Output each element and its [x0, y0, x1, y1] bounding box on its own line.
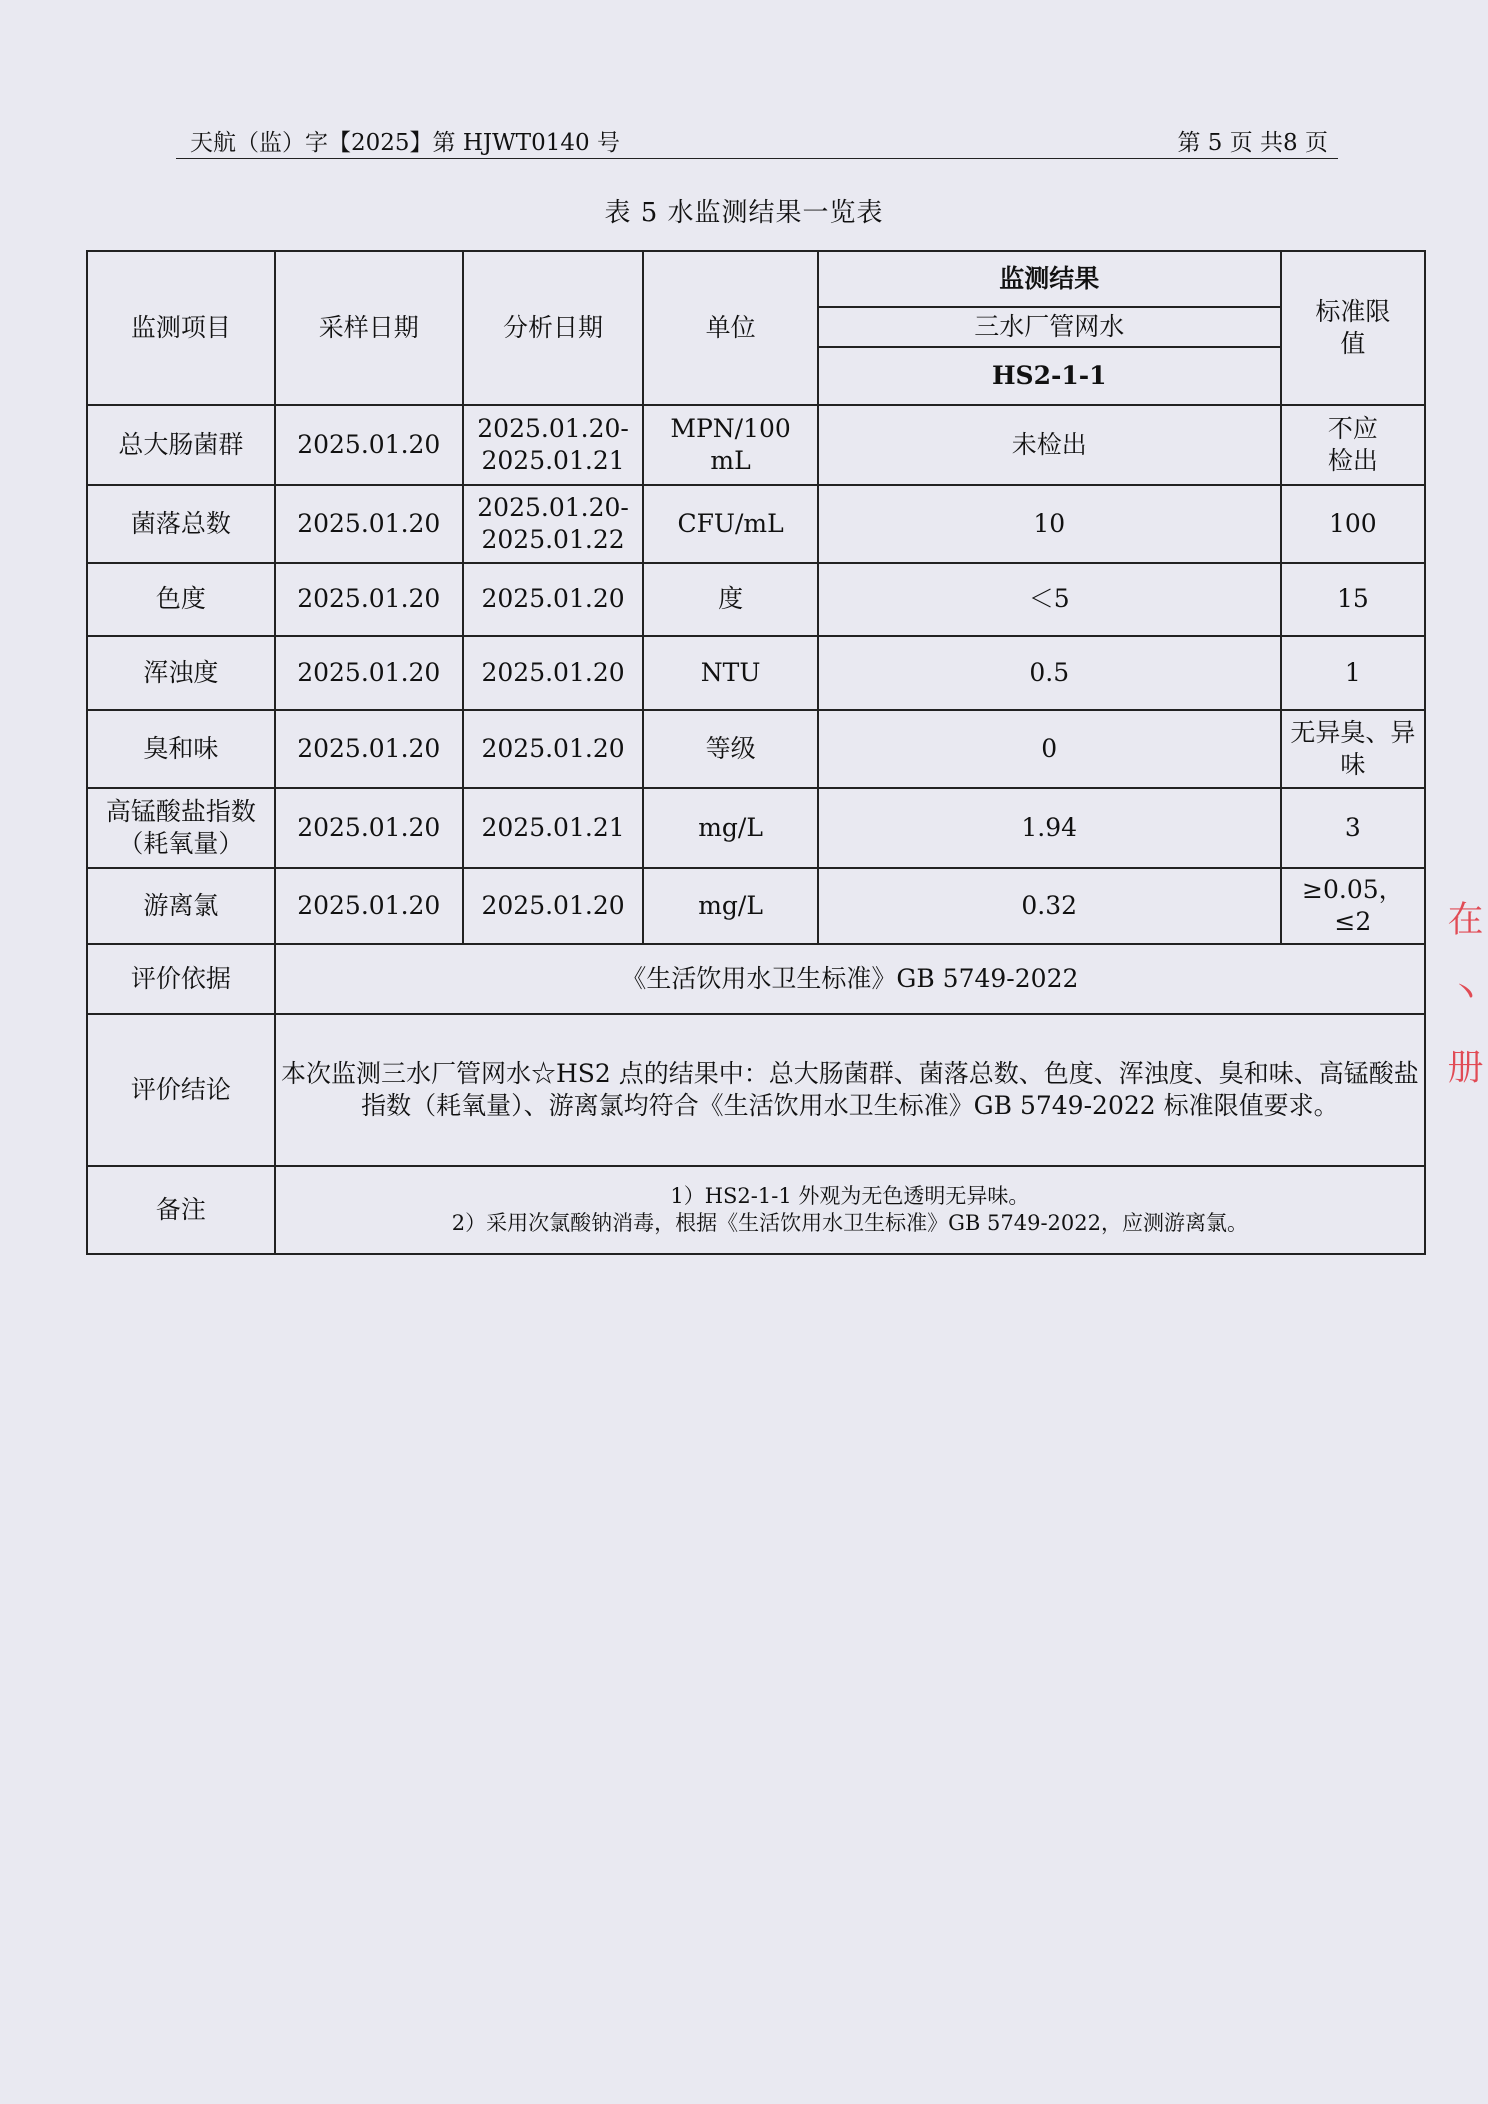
cell-sample-date: 2025.01.20: [275, 868, 463, 944]
table-row: [87, 636, 1425, 710]
header-sample-date: 采样日期: [275, 251, 463, 405]
header-unit: 单位: [643, 251, 817, 405]
cell-limit: 1: [1281, 636, 1425, 710]
cell-analysis-date: 2025.01.20: [463, 710, 644, 788]
cell-limit: ≥0.05，≤2: [1281, 868, 1425, 944]
cell-limit: 不应检出: [1281, 405, 1425, 485]
conclusion-value: 本次监测三水厂管网水☆HS2 点的结果中：总大肠菌群、菌落总数、色度、浑浊度、臭和味、高锰酸盐指数（耗氧量）、游离氯均符合《生活饮用水卫生标准》GB 5749-2022 标准限值要求。: [275, 1014, 1425, 1166]
cell-result: 0.32: [818, 868, 1281, 944]
results-table: [86, 250, 1426, 1255]
note-item: 1）HS2-1-1 外观为无色透明无异味。: [670, 1183, 1030, 1208]
header-point: HS2-1-1: [818, 347, 1281, 405]
conclusion-label: 评价结论: [87, 1014, 275, 1166]
cell-limit: 3: [1281, 788, 1425, 868]
header-analysis-date: 分析日期: [463, 251, 644, 405]
cell-unit: mg/L: [643, 868, 817, 944]
page-header: [176, 118, 1338, 159]
cell-result: 10: [818, 485, 1281, 563]
note-item: 2）采用次氯酸钠消毒，根据《生活饮用水卫生标准》GB 5749-2022，应测游离氯。: [451, 1211, 1248, 1235]
cell-item: 臭和味: [87, 710, 275, 788]
header-item: 监测项目: [87, 251, 275, 405]
table-row: [87, 405, 1425, 485]
cell-item: 游离氯: [87, 868, 275, 944]
cell-unit: mg/L: [643, 788, 817, 868]
table-row: [87, 710, 1425, 788]
cell-item: 菌落总数: [87, 485, 275, 563]
cell-analysis-date: 2025.01.20: [463, 563, 644, 636]
header-limit: 标准限值: [1281, 251, 1425, 405]
table-row: [87, 868, 1425, 944]
red-stamp: 在丶册: [1442, 900, 1483, 1122]
basis-label: 评价依据: [87, 944, 275, 1014]
cell-limit: 无异臭、异味: [1281, 710, 1425, 788]
header-row: [87, 251, 1425, 307]
table-row: [87, 485, 1425, 563]
table-row: [87, 788, 1425, 868]
table-title: 表 5 水监测结果一览表: [604, 198, 884, 228]
notes-row: [87, 1166, 1425, 1254]
cell-limit: 15: [1281, 563, 1425, 636]
cell-unit: NTU: [643, 636, 817, 710]
cell-analysis-date: 2025.01.20-2025.01.22: [463, 485, 644, 563]
page-info: 第 5 页 共8 页: [1177, 130, 1328, 156]
cell-unit: MPN/100 mL: [643, 405, 817, 485]
cell-item: 色度: [87, 563, 275, 636]
basis-row: [87, 944, 1425, 1014]
header-location: 三水厂管网水: [818, 307, 1281, 347]
cell-analysis-date: 2025.01.20: [463, 868, 644, 944]
notes-label: 备注: [87, 1166, 275, 1254]
basis-value: 《生活饮用水卫生标准》GB 5749-2022: [275, 944, 1425, 1014]
cell-unit: CFU/mL: [643, 485, 817, 563]
cell-item: 总大肠菌群: [87, 405, 275, 485]
cell-analysis-date: 2025.01.21: [463, 788, 644, 868]
cell-result: 1.94: [818, 788, 1281, 868]
cell-sample-date: 2025.01.20: [275, 563, 463, 636]
cell-unit: 度: [643, 563, 817, 636]
cell-result: ＜5: [818, 563, 1281, 636]
conclusion-row: [87, 1014, 1425, 1166]
cell-result: 未检出: [818, 405, 1281, 485]
cell-result: 0: [818, 710, 1281, 788]
cell-analysis-date: 2025.01.20: [463, 636, 644, 710]
cell-limit: 100: [1281, 485, 1425, 563]
cell-sample-date: 2025.01.20: [275, 710, 463, 788]
cell-unit: 等级: [643, 710, 817, 788]
header-result-group: 监测结果: [818, 251, 1281, 307]
cell-sample-date: 2025.01.20: [275, 636, 463, 710]
cell-item: 浑浊度: [87, 636, 275, 710]
cell-sample-date: 2025.01.20: [275, 485, 463, 563]
notes-value: [275, 1166, 1425, 1254]
cell-item: 高锰酸盐指数（耗氧量）: [87, 788, 275, 868]
report-number: 天航（监）字【2025】第 HJWT0140 号: [190, 130, 620, 156]
cell-analysis-date: 2025.01.20-2025.01.21: [463, 405, 644, 485]
cell-sample-date: 2025.01.20: [275, 788, 463, 868]
cell-sample-date: 2025.01.20: [275, 405, 463, 485]
table-row: [87, 563, 1425, 636]
cell-result: 0.5: [818, 636, 1281, 710]
